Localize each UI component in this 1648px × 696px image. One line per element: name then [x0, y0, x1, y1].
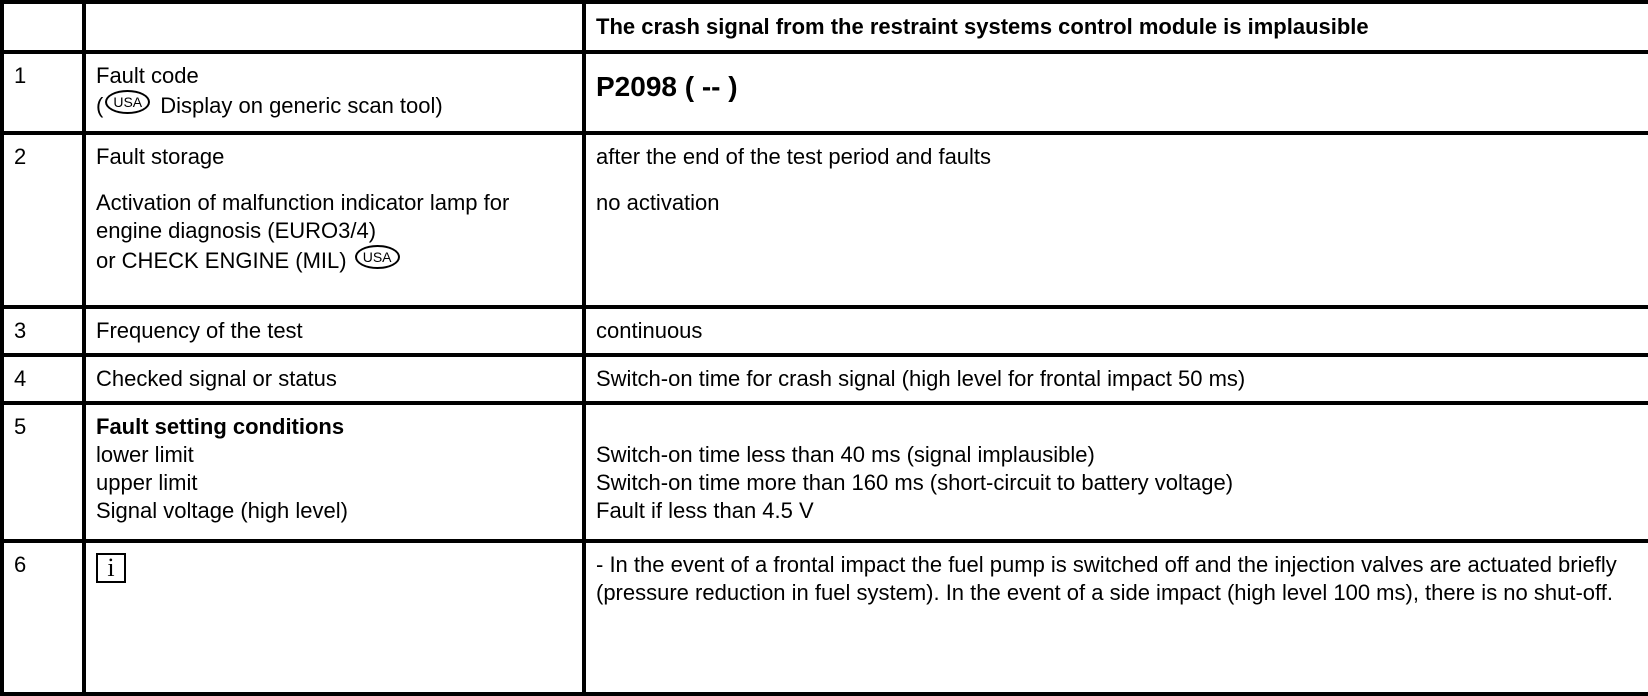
value-lower-limit: Switch-on time less than 40 ms (signal implausible) — [596, 442, 1095, 467]
row-number: 1 — [2, 52, 84, 133]
label-lower-limit: lower limit — [96, 442, 194, 467]
row-label — [84, 133, 584, 307]
table-row-5 — [2, 403, 1648, 541]
row-number: 2 — [2, 133, 84, 307]
row-number: 4 — [2, 355, 84, 403]
row-value: - In the event of a frontal impact the fuel pump is switched off and the injection valves are actuated briefly (pressure reduction in fuel system). In the event of a side impact (high level 100 ms), there is no shut-off. — [584, 541, 1648, 694]
label-upper-limit: upper limit — [96, 470, 198, 495]
row-value: Switch-on time for crash signal (high level for frontal impact 50 ms) — [584, 355, 1648, 403]
row-label — [84, 403, 584, 541]
row-number: 6 — [2, 541, 84, 694]
label-generic-scan-tool: Display on generic scan tool) — [154, 93, 443, 118]
label-fault-storage: Fault storage — [96, 144, 225, 169]
label-mil-activation: Activation of malfunction indicator lamp for engine diagnosis (EURO3/4) — [96, 190, 510, 243]
table-row-3 — [2, 307, 1648, 355]
table-row-2 — [2, 133, 1648, 307]
row-label: Checked signal or status — [84, 355, 584, 403]
table-header-row — [2, 2, 1648, 52]
row-value: continuous — [584, 307, 1648, 355]
table-row-4 — [2, 355, 1648, 403]
info-icon: i — [96, 553, 126, 583]
row-value — [584, 133, 1648, 307]
label-check-engine: or CHECK ENGINE (MIL) — [96, 248, 347, 273]
value-upper-limit: Switch-on time more than 160 ms (short-circuit to battery voltage) — [596, 470, 1234, 495]
row-spacer — [96, 171, 572, 189]
value-signal-voltage: Fault if less than 4.5 V — [596, 498, 814, 523]
value-row-spacer — [596, 413, 1638, 441]
row-label: Frequency of the test — [84, 307, 584, 355]
fault-code-value: P2098 ( -- ) — [596, 71, 738, 102]
row-number: 3 — [2, 307, 84, 355]
header-num-cell — [2, 2, 84, 52]
value-mil-activation: no activation — [596, 190, 720, 215]
label-fault-setting-conditions: Fault setting conditions — [96, 414, 345, 439]
label-paren-open: ( — [96, 93, 104, 118]
value-fault-storage: after the end of the test period and faults — [596, 144, 992, 169]
row-value — [584, 52, 1648, 133]
table-row-6 — [2, 541, 1648, 694]
row-spacer — [596, 171, 1638, 189]
label-fault-code: Fault code — [96, 63, 199, 88]
row-value — [584, 403, 1648, 541]
row-label — [84, 541, 584, 694]
label-signal-voltage: Signal voltage (high level) — [96, 498, 348, 523]
header-label-cell — [84, 2, 584, 52]
header-title: The crash signal from the restraint systems control module is implausible — [584, 2, 1648, 52]
usa-badge-icon: USA — [105, 90, 150, 114]
row-label — [84, 52, 584, 133]
row-number: 5 — [2, 403, 84, 541]
table-row-1 — [2, 52, 1648, 133]
usa-badge-icon: USA — [355, 245, 400, 269]
